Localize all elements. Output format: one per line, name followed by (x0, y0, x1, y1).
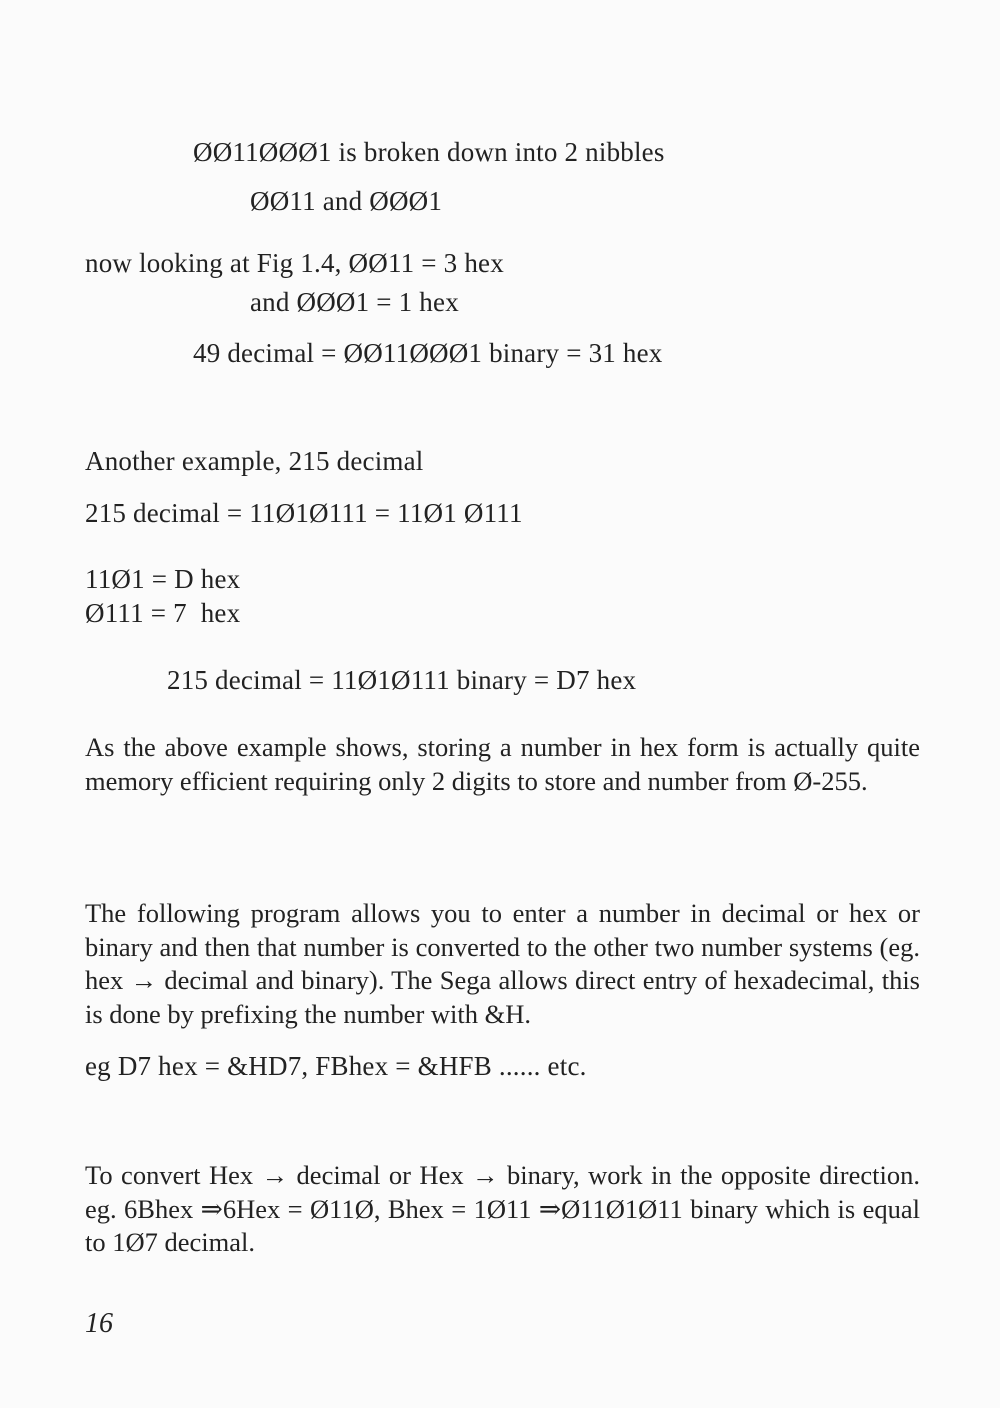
example2-result-line: 215 decimal = 11Ø1Ø111 binary = D7 hex (167, 665, 637, 695)
nibble-d-line: 11Ø1 = D hex (85, 564, 241, 594)
fig-lookup-line-2: and ØØØ1 = 1 hex (250, 287, 459, 317)
fig-lookup-line: now looking at Fig 1.4, ØØ11 = 3 hex (85, 248, 504, 278)
nibbles-line: ØØ11ØØØ1 is broken down into 2 nibbles (193, 137, 665, 167)
paragraph-memory-efficiency: As the above example shows, storing a number in hex form is actually quite memory efficient requiring only 2 digits to store and number from Ø-255. (85, 732, 920, 796)
paragraph-convert-hex: To convert Hex → decimal or Hex → binary, work in the opposite direction. eg. 6Bhex ⇒6Hex = Ø11Ø, Bhex = 1Ø11 ⇒Ø11Ø1Ø11 binary which is equal to 1Ø7 decimal. (85, 1160, 920, 1257)
example2-intro: Another example, 215 decimal (85, 446, 424, 476)
nibbles-values-line: ØØ11 and ØØØ1 (250, 186, 443, 216)
page-number: 16 (85, 1308, 113, 1339)
paragraph-program-description: The following program allows you to enter a number in decimal or hex or binary and then that number is converted to the other two number systems (eg. hex → decimal and binary). The Sega allows direct entry of hexadecimal, this is done by prefixing the number with &H. (85, 898, 920, 1029)
example1-result-line: 49 decimal = ØØ11ØØØ1 binary = 31 hex (193, 338, 663, 368)
hex-entry-example-line: eg D7 hex = &HD7, FBhex = &HFB ...... etc. (85, 1051, 587, 1081)
nibble-7-line: Ø111 = 7 hex (85, 598, 241, 628)
example2-binary-line: 215 decimal = 11Ø1Ø111 = 11Ø1 Ø111 (85, 498, 523, 528)
